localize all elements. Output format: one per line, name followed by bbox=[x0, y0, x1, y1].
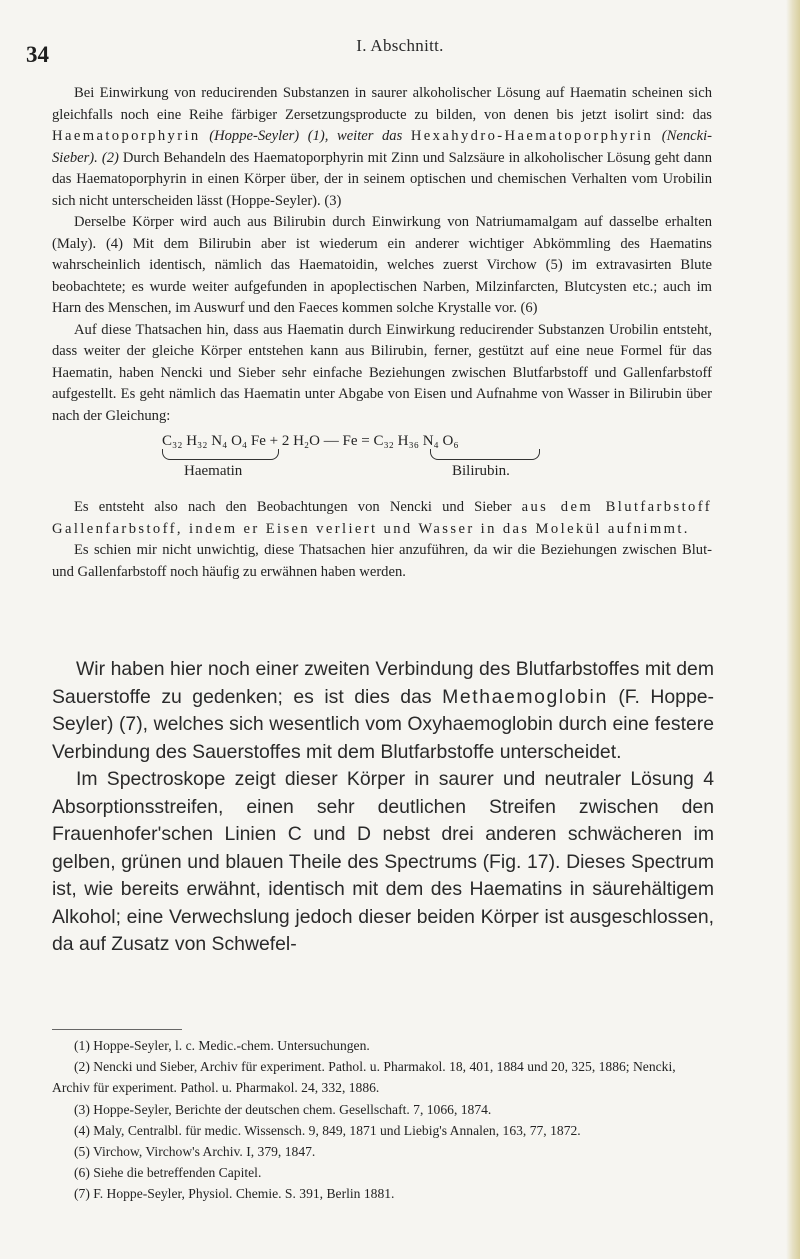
emphasis-spaced: aus dem Blutfarbstoff Gallenfarbstoff, indem er Eisen verliert und Wasser in das Molekül aufnimmt. bbox=[52, 499, 712, 537]
paragraph-spectroscope: Im Spectroskope zeigt dieser Körper in saurer und neutraler Lösung 4 Absorptionsstreifen, einen sehr deutlichen Streifen zwischen den Frauenhofer'schen Linien C und D nebst drei anderen schwächeren im gelben, grünen und blauen Theile des Spectrums (Fig. 17). Dieses Spectrum ist, wie bereits erwähnt, identisch mit dem des Haematins in säurehältigem Alkohol; eine Verwechslung jedoch dieser beiden Körper ist ausgeschlossen, da auf Zusatz von Schwefel- bbox=[52, 768, 714, 955]
label-haematin: Haematin bbox=[184, 463, 243, 479]
term-methaemoglobin: Methaemoglobin bbox=[442, 685, 608, 708]
footnote-3: (3) Hoppe-Seyler, Berichte der deutschen chem. Gesellschaft. 7, 1066, 1874. bbox=[74, 1101, 492, 1117]
paragraph-5: Es schien mir nicht unwichtig, diese Thatsachen hier anzuführen, da wir die Beziehungen zwischen Blut- und Gallenfarbstoff noch häufig zu erwähnen haben werden. bbox=[52, 542, 712, 580]
footnote-1: (1) Hoppe-Seyler, l. c. Medic.-chem. Untersuchungen. bbox=[74, 1038, 370, 1053]
page-number: 34 bbox=[26, 42, 49, 67]
term-hexahydro: Hexahydro-Haematoporphyrin bbox=[410, 128, 654, 144]
page-edge-shadow bbox=[786, 0, 800, 1259]
paragraph-methaemoglobin: Wir haben hier noch einer zweiten Verbindung des Blutfarbstoffes mit dem Sauerstoffe zu gedenken; es ist dies das Methaemoglobin (F. Hoppe-Seyler) (7), welches sich wesentlich vom Oxyhaemoglobin durch eine festere Verbindung des Sauerstoffes mit dem Blutfarbstoffe unterscheidet. bbox=[52, 658, 714, 763]
footnote-6: (6) Siehe die betreffenden Capitel. bbox=[74, 1165, 262, 1181]
paragraph-4: Es entsteht also nach den Beobachtungen von Nencki und Sieber aus dem Blutfarbstoff Gallenfarbstoff, indem er Eisen verliert und Wasser in das Molekül aufnimmt. bbox=[52, 499, 712, 537]
paragraph-3: Auf diese Thatsachen hin, dass aus Haematin durch Einwirkung reducirender Substanzen Urobilin entsteht, dass weiter der gleiche Körper entstehen kann aus Bilirubin, ferner, gestützt auf eine neue Formel für das Haematin, haben Nencki und Sieber sehr einfache Beziehungen zwischen Blutfarbstoff und Gallenfarbstoff aufgestellt. Es geht nämlich das Haematin unter Abgabe von Eisen und Aufnahme von Wasser in Bilirubin über nach der Gleichung: bbox=[52, 321, 712, 424]
equation-text: C₃₂ H₃₂ N₄ O₄ Fe + 2 H₂O — Fe = C₃₂ H₃₆ N₄ O₆ bbox=[162, 433, 459, 449]
footnotes bbox=[52, 1035, 714, 1205]
footnote-rule bbox=[52, 1029, 182, 1030]
brace-bilirubin bbox=[430, 449, 540, 460]
footnote-2: (2) Nencki und Sieber, Archiv für experiment. Pathol. u. Pharmakol. 18, 401, 1884 und 20, 325, 1886; Nencki, Archiv für experiment. Pathol. u. Pharmakol. 24, 332, 1886. bbox=[52, 1059, 676, 1096]
running-head: I. Abschnitt. bbox=[356, 36, 444, 55]
large-print-body bbox=[52, 656, 714, 959]
paragraph-1: Bei Einwirkung von reducirenden Substanzen in saurer alkoholischer Lösung auf Haematin scheinen sich gleichfalls noch eine Reihe färbiger Zersetzungsproducte zu bilden, von denen bis jetzt isolirt sind: das Haematoporphyrin (Hoppe-Seyler) (1), weiter das Hexahydro-Haematoporphyrin (Nencki-Sieber). (2) Durch Behandeln des Haematoporphyrin mit Zinn und Salzsäure in alkoholischer Lösung geht dann das Haematoporphyrin in einen Körper über, der in seinem optischen und chemischen Verhalten vom Urobilin sich nicht unterscheiden lässt (Hoppe-Seyler). (3) bbox=[52, 85, 712, 209]
chemical-equation bbox=[52, 431, 712, 495]
small-print-body bbox=[52, 83, 712, 583]
brace-haematin bbox=[162, 449, 279, 460]
footnote-4: (4) Maly, Centralbl. für medic. Wissensch. 9, 849, 1871 und Liebig's Annalen, 163, 77, 1872. bbox=[74, 1122, 581, 1138]
footnote-5: (5) Virchow, Virchow's Archiv. I, 379, 1847. bbox=[74, 1144, 316, 1160]
term-haematoporphyrin: Haematoporphyrin bbox=[52, 128, 201, 144]
footnote-7: (7) F. Hoppe-Seyler, Physiol. Chemie. S. 391, Berlin 1881. bbox=[74, 1186, 395, 1202]
label-bilirubin: Bilirubin. bbox=[452, 463, 510, 479]
paragraph-2: Derselbe Körper wird auch aus Bilirubin durch Einwirkung von Natriumamalgam auf dasselbe erhalten (Maly). (4) Mit dem Bilirubin aber ist wiederum ein anderer wichtiger Abkömmling des Haematins wahrscheinlich identisch, nämlich das Haematoidin, welches zuerst Virchow (5) im extravasirten Blute beobachtete; es wurde weiter aufgefunden in apoplectischen Narben, Milzinfarcten, Blutcysten etc.; auch im Harn des Menschen, im Auswurf und den Faeces kommen solche Krystalle vor. (6) bbox=[52, 214, 712, 316]
